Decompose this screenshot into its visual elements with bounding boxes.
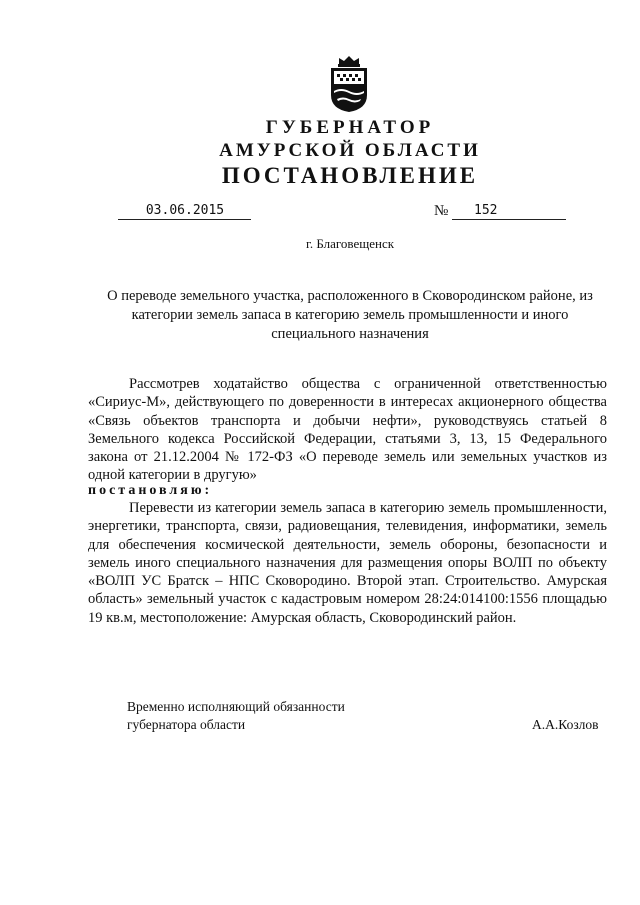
city-name: г. Благовещенск [305,236,395,251]
date-underline [118,219,251,220]
decree-word: постановляю: [88,483,213,498]
governor-title: ГУБЕРНАТОР [265,117,435,138]
region-title: АМУРСКОЙ ОБЛАСТИ [219,140,481,161]
decision-paragraph: Перевести из категории земель запаса в категорию земель промышленности, энергетики, транспорта, связи, радиовещания, телевидения, информатики, земель для обеспечения космической деятельности, земель обороны, безопасности и земель иного специального назначения для размещения опоры ВОЛП по объекту «ВОЛП УС Братск – НПС Сковородино. Второй этап. Строительство. Амурская область» земельный участок с кадастровым номером 28:24:014100:1556 площадью 19 кв.м, местоположение: Амурская область, Сковородинский район. [88,500,607,626]
document-number: 152 [474,203,498,218]
document-subject: О переводе земельного участка, расположенного в Сковородинском районе, из категории земель запаса в категорию земель промышленности и иного специального назначения [107,288,593,342]
number-underline [452,219,566,220]
number-sign: № [434,203,449,219]
signatory-position-line1: Временно исполняющий обязанности [127,699,345,714]
coat-of-arms-icon [325,55,373,113]
document-date: 03.06.2015 [145,203,225,218]
document-type-title: ПОСТАНОВЛЕНИЕ [221,163,479,188]
signatory-name: А.А.Козлов [532,717,599,732]
signatory-position-line2: губернатора области [127,717,246,732]
preamble-paragraph: Рассмотрев ходатайство общества с ограниченной ответственностью «Сириус-М», действующего по доверенности в интересах акционерного общества «Связь объектов транспорта и добычи нефти», руководствуясь статьей 8 Земельного кодекса Российской Федерации, статьями 3, 13, 15 Федерального закона от 21.12.2004 № 172-ФЗ «О переводе земель или земельных участков из одной категории в другую» [88,376,607,484]
